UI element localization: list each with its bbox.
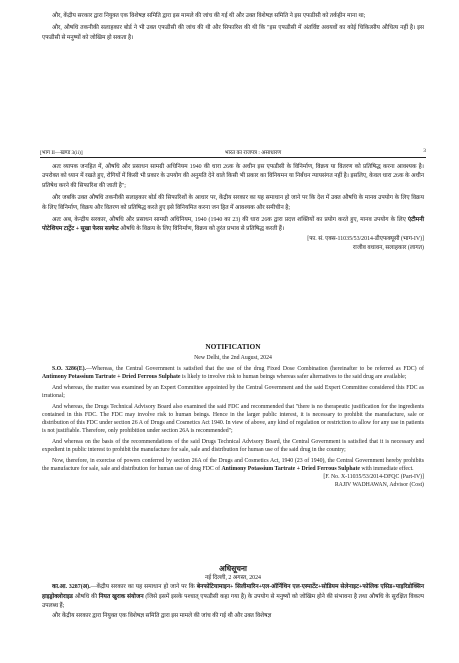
bottom-fdc-term: नियत खुराक संयोजन (98, 593, 144, 600)
hindi-paragraph-1: अतः व्यापक जनहित में, औषधि और प्रसाधन सामग्री अधिनियम 1940 की धारा 26क के अधीन इस एफडीसी के विनिर्माण, विक्रय या वितरण को प्रतिषिद्ध करना आवश्यक है। उपरोक्त को ध्यान में रखते हुए, रोगियों में किसी भी प्रकार के उपयोग की अनुमति देने वाले किसी भी प्रकार का विनियमन या निर्बंधन न्यायसंगत नहीं है। इसलिए, केवल धारा 26क के अधीन प्रतिषेध करने की सिफारिश की जाती है"; (42, 164, 424, 189)
hindi-signatory: राजीव वधावन, सलाहकार (लागत) (352, 245, 424, 252)
hindi-p3-post: औषधि के विक्रय के लिए विनिर्माण, विक्रय को तुरंत प्रभाव से प्रतिषिद्ध करती हैं। (118, 226, 285, 233)
english-paragraph-3: And whereas, the Drugs Technical Advisory Board also examined the said FDC and recommended that "there is no therapeutic justification for the ingredients contained in this FDC. The FDC may involve risk to human beings. Hence in the larger public interest, it is necessary to prohibit the manufacture, sale or distribution of this FDC under section 26 A of Drugs and Cosmetics Act 1940. In view of above, any kind of regulation or restriction to allow for any use in patients is not justifiable. Therefore, only prohibition under section 26A is recommended"; (42, 404, 424, 434)
top-paragraph-2: और, औषधि तकनीकी सलाहकार बोर्ड ने भी उक्त एफडीसी की जांच की थी और सिफारिश की थी कि "इस एफडीसी में अंतर्विष्ट अवयवों का कोई चिकित्सीय औचित्य नहीं है। इस एफडीसी से मनुष्यों को जोखिम हो सकता है। (42, 25, 424, 41)
hindi-section (42, 163, 424, 254)
running-head (40, 148, 426, 156)
english-section (42, 342, 424, 489)
english-p5-drug-name: Antimony Potassium Tartrate + Dried Ferrous Sulphate (221, 466, 360, 472)
page-number: 3 (423, 148, 426, 154)
english-paragraph-5: Now, therefore, in exercise of powers conferred by section 26A of the Drugs and Cosmetics Act, 1940 (23 of 1940), the Central Government hereby prohibits the manufacture for sale, sale and distribution for human use of drug FDC of Antimony Potassium Tartrate + Dried Ferrous Sulphate with immediate effect. (42, 458, 424, 472)
hindi-p3-pre: अतः अब, केन्द्रीय सरकार, औषधि और प्रसाधन सामग्री अधिनियम, 1940 (1940 का 23) की धारा 26क द्वारा प्रदत्त शक्तियों का प्रयोग करते हुए, मानव उपयोग के लिए (52, 217, 408, 224)
top-section (42, 12, 424, 43)
notification-date: New Delhi, the 2nd August, 2024 (194, 355, 272, 361)
top-paragraph-1: और, केंद्रीय सरकार द्वारा नियुक्त एक विशेषज्ञ समिति द्वारा इस मामले की जांच की गई थी और उक्त विशेषज्ञ समिति ने इस एफडीसी को तर्कहीन माना था; (52, 13, 366, 19)
english-paragraph-1: S.O. 3286(E).—Whereas, the Central Government is satisfied that the use of the drug Fixed Dose Combination (hereinafter to be referred as FDC) of Antimony Potassium Tartrate + Dried Ferrous Sulphate is likely to involve risk to human beings whereas safer alternatives to the said drug are available; (42, 366, 424, 380)
header-rule (40, 157, 426, 158)
running-head-left: [भाग II—खण्ड 3(ii)] (40, 150, 83, 156)
english-paragraph-2: And whereas, the matter was examined by an Expert Committee appointed by the Central Government and the said Expert Committee considered this FDC as irrational; (42, 385, 424, 399)
bottom-paragraph-1: का.आ. 3287(अ).—केंद्रीय सरकार का यह समाधान हो जाने पर कि बेनफोटियामाइन+ सिलीमारिन+एल-ऑर्निथिन एल-एस्पार्टेट+सोडियम सेलेनाइट+फोलिक एसिड+पाइरिडोक्सिन हाइड्रोक्लोराइड औषधि की नियत खुराक संयोजन (जिसे इसमें इसके पश्चात् एफडीसी कहा गया है) के उपयोग से मनुष्यों को जोखिम होने की संभावना है तथा औषधि के सुरक्षित विकल्प उपलब्ध हैं; (42, 584, 425, 610)
hindi-paragraph-3 (42, 216, 424, 235)
english-p1-drug-name: Antimony Potassium Tartrate + Dried Ferrous Sulphate (42, 374, 181, 380)
bottom-so-number: का.आ. 3287(अ). (52, 584, 91, 591)
hindi-file-number: [फा. सं. एक्स-11035/53/2014-डीएफक्यूसी (भाग-IV)] (307, 235, 424, 242)
bottom-drug-name: बेनफोटियामाइन+ सिलीमारिन+एल-ऑर्निथिन एल-एस्पार्टेट+सोडियम सेलेनाइट+फोलिक एसिड+पाइरिडोक्सिन हाइड्रोक्लोराइड (42, 584, 424, 600)
running-head-center: भारत का राजपत्र : असाधारण (224, 150, 282, 156)
english-signatory: RAJIV WADHAWAN, Advisor (Cost) (334, 482, 424, 488)
english-paragraph-4: And whereas on the basis of the recommendations of the said Drugs Technical Advisory Board, the Central Government is satisfied that it is necessary and expedient in public interest to prohibit the manufacture for sale, sale and distribution for human use of the said drug in the country; (42, 439, 424, 453)
bottom-paragraph-2: और केंद्रीय सरकार द्वारा नियुक्त एक विशेषज्ञ समिति द्वारा इस मामले की जांच की गई थी और उक्त विशेषज्ञ (52, 612, 272, 619)
hindi-p3-drug-name: एंटीमनी पोटेशियम टार्ट्रेट + सूखा फेरस सल्फेट (42, 217, 424, 233)
hindi-paragraph-2: और जबकि उक्त औषधि तकनीकी सलाहकार बोर्ड की सिफारिशों के आधार पर, केंद्रीय सरकार का यह समाधान हो जाने पर कि देश में उक्त औषधि के मानव उपयोग के लिए विक्रय के लिए विनिर्माण, विक्रय और वितरण को प्रतिषिद्ध करते हुए इसे विनियमित करना जन हित में आवश्यक और समीचीन है; (42, 195, 424, 211)
notification-title: NOTIFICATION (205, 342, 261, 351)
english-so-number: S.O. 3286(E). (52, 366, 86, 372)
english-file-number: [F. No. X-11035/53/2014-DFQC (Part-IV)] (323, 474, 424, 480)
adhisuchna-title: अधिसूचना (219, 564, 247, 573)
adhisuchna-date: नई दिल्ली, 2 अगस्त, 2024 (204, 575, 262, 581)
bottom-section (42, 564, 424, 621)
